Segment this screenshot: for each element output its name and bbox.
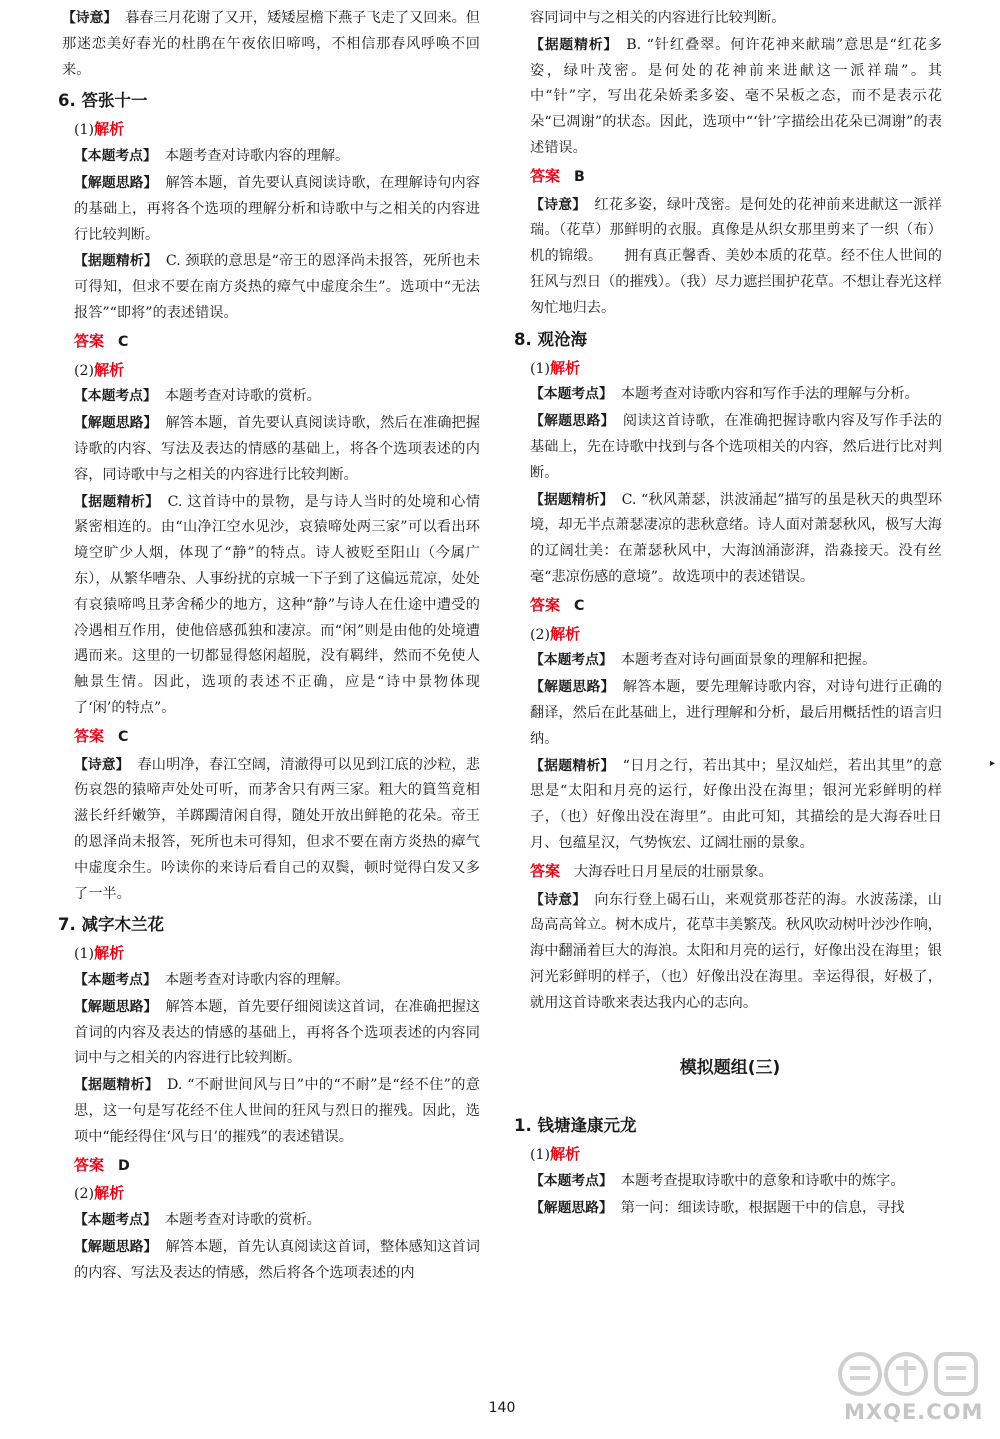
subquestion-label [518,622,942,649]
page-number: 140 [488,1400,516,1416]
approach-tag: 【解题思路】 [74,1239,158,1256]
topic-paragraph [62,144,480,170]
watermark-text: MXQE.COM [844,1400,984,1424]
analysis-paragraph [518,33,942,162]
approach-tag: 【解题思路】 [74,998,158,1015]
answer-value: C [118,728,129,745]
approach-tag: 【解题思路】 [530,413,615,430]
analysis-tag: 【据题精析】 [74,253,158,270]
subquestion-label [518,1142,942,1169]
watermark-logo-icon [836,1346,986,1402]
paragraph-text: B. “针红叠翠。何许花神来献瑞”意思是“红花多姿，绿叶茂密。是何处的花神前来进献这一派祥瑞”。其中“针”字，写出花朵娇柔多姿、毫不呆板之态，而不是表示花朵“已凋谢”的状态。因此，选项中“‘针’字描绘出花朵已凋谢”的表述错误。 [530,36,942,156]
paragraph-text: 本题考查对诗歌内容的理解。 [164,972,350,989]
approach-paragraph [62,171,480,248]
watermark [836,1346,986,1432]
subquestion-number: (1) [74,946,95,963]
poem-meaning-paragraph [62,6,480,83]
approach-tag: 【解题思路】 [530,1199,613,1216]
paragraph-text: 第一问：细读诗歌，根据题干中的信息，寻找 [620,1199,905,1216]
left-column [58,6,481,1288]
paragraph-text: 解答本题，首先要认真阅读诗歌，在理解诗句内容的基础上，再将各个选项的理解分析和诗歌中与之相关的内容进行比较判断。 [74,174,480,243]
paragraph-text: C. “秋风萧瑟，洪波涌起”描写的虽是秋天的典型环境，却无半点萧瑟凄凉的悲秋意绪。诗人面对萧瑟秋风，极写大海的辽阔壮美：在萧瑟秋风中，大海汹涌澎湃，浩淼接天。没有丝毫“悲凉伤感的意境”。故选项中的表述错误。 [530,491,943,585]
explanation-label: 解析 [550,624,581,643]
explanation-label: 解析 [94,120,125,139]
subquestion-label [62,358,480,385]
topic-tag: 【本题考点】 [530,1173,613,1190]
poem-meaning-paragraph [62,753,480,908]
answer-line [518,859,942,886]
paragraph-text: 春山明净，春江空阔，清澈得可以见到江底的沙粒，悲伤哀怨的猿啼声处处可听，而茅舍只有两三家。粗大的篔筜竟相滋长纤纤嫩笋，羊踯躅清闲自得，随处开放出鲜艳的花朵。帝王的恩泽尚未报答，死所也未可得知，但求不要在南方炎热的瘴气中虚度余生。吟读你的来诗后看自己的双鬓，顿时觉得白发又多了一半。 [74,756,480,902]
analysis-tag: 【据题精析】 [530,757,615,774]
paragraph-text: 本题考查对诗歌内容的理解。 [164,148,350,165]
subquestion-label [62,117,480,144]
explanation-label: 解析 [550,1145,581,1164]
paragraph-text: 本题考查对诗歌的赏析。 [164,388,321,405]
answer-line [62,1153,480,1180]
answer-value: B [574,168,585,185]
approach-paragraph [62,411,480,488]
answer-line [518,593,942,620]
poem-meaning-tag: 【诗意】 [74,756,130,773]
topic-tag: 【本题考点】 [74,1212,157,1229]
subquestion-number: (2) [74,1186,95,1203]
explanation-label: 解析 [550,358,581,377]
answer-label: 答案 [530,595,561,614]
topic-tag: 【本题考点】 [74,972,157,989]
approach-paragraph [62,995,480,1072]
answer-label: 答案 [74,1155,105,1174]
topic-tag: 【本题考点】 [74,148,157,165]
subquestion-label [62,941,480,968]
section-title: 模拟题组(三) [679,1058,781,1079]
answer-value: 大海吞吐日月星辰的壮丽景象。 [574,863,773,880]
answer-value: C [118,333,129,350]
approach-paragraph [518,1196,942,1222]
analysis-paragraph [518,488,942,591]
topic-tag: 【本题考点】 [530,386,613,403]
analysis-paragraph [62,249,480,326]
paragraph-text: 解答本题，首先要认真阅读诗歌，然后在准确把握诗歌的内容、写法及表达的情感的基础上，将各个选项表述的内容，同诗歌中与之相关的内容进行比较判断。 [74,415,480,483]
poem-meaning-tag: 【诗意】 [530,196,587,213]
paragraph-text: D. “不耐世间风与日”中的“不耐”是“经不住”的意思，这一句是写花经不住人世间的狂风与烈日的摧残。因此，选项中“能经得住‘风与日’的摧残”的表述错误。 [74,1077,480,1145]
answer-label: 答案 [74,726,105,745]
analysis-paragraph [62,490,480,722]
paragraph-text: “日月之行，若出其中；星汉灿烂，若出其里”的意思是“太阳和月亮的运行，好像出没在海里；银河光彩鲜明的样子，（也）好像出没在海里”。由此可知，其描绘的是大海吞吐日月、包蕴星汉，气势恢宏、辽阔壮丽的景象。 [530,757,943,851]
analysis-tag: 【据题精析】 [74,493,160,510]
paragraph-text: 阅读这首诗歌，在准确把握诗歌内容及写作手法的基础上，先在诗歌中找到与各个选项相关的内容，然后进行比对判断。 [530,413,943,481]
poem-meaning-paragraph [518,193,942,322]
subquestion-label [518,356,942,383]
poem-meaning-tag: 【诗意】 [62,10,118,26]
answer-line [518,164,942,191]
question-title: 1. 钱塘逢康元龙 [514,1116,637,1136]
analysis-tag: 【据题精析】 [530,36,619,53]
topic-paragraph [518,648,942,674]
continued-paragraph: 容同词中与之相关的内容进行比较判断。 [530,10,786,26]
topic-paragraph [62,1208,480,1234]
paragraph-text: 解答本题，首先认真阅读这首词，整体感知这首词的内容、写法及表达的情感，然后将各个选项表述的内 [74,1239,480,1281]
poem-meaning-tag: 【诗意】 [530,891,587,908]
answer-label: 答案 [530,861,561,880]
explanation-label: 解析 [94,1184,125,1203]
poem-meaning-paragraph [518,888,942,1017]
paragraph-text: 本题考查对诗句画面景象的理解和把握。 [620,652,877,669]
paragraph-text: 暮春三月花谢了又开，矮矮屋檐下燕子飞走了又回来。但那迷恋美好春光的杜鹃在午夜依旧啼鸣，不相信那春风呼唤不回来。 [62,10,480,78]
answer-value: C [574,597,585,614]
answer-line [62,724,480,751]
answer-label: 答案 [530,166,561,185]
analysis-tag: 【据题精析】 [530,491,614,508]
subquestion-number: (1) [530,360,551,377]
subquestion-number: (2) [530,626,551,643]
paragraph-text: 本题考查提取诗歌中的意象和诗歌中的炼字。 [620,1173,905,1190]
topic-paragraph [518,1169,942,1195]
approach-tag: 【解题思路】 [74,174,158,191]
answer-value: D [118,1157,130,1174]
question-title: 6. 答张十一 [58,91,148,111]
answer-line [62,329,480,356]
approach-tag: 【解题思路】 [74,415,158,432]
paragraph-text: 本题考查对诗歌的赏析。 [164,1212,321,1229]
paragraph-text: C. 这首诗中的景物，是与诗人当时的处境和心情紧密相连的。由“山净江空水见沙，哀猿啼处两三家”可以看出环境空旷少人烟，体现了“静”的特点。诗人被贬至阳山（今属广东），从繁华嘈杂、人事纷扰的京城一下子到了这偏远荒凉，处处有哀猿啼鸣且茅舍稀少的地方，这种“静”与诗人在仕途中遭受的冷遇相互作用，使他倍感孤独和凄凉。而“闲”则是由他的处境遭遇而来。这里的一切都显得悠闲超脱，没有羁绊，然而不免使人触景生情。因此，选项的表述不正确，应是“诗中景物体现了‘闲’的特点”。 [74,493,481,716]
subquestion-number: (1) [74,122,95,139]
approach-paragraph [518,675,942,752]
topic-paragraph [62,968,480,994]
paragraph-text: 解答本题，首先要仔细阅读这首词，在准确把握这首词的内容及表达的情感的基础上，再将各个选项表述的内容同词中与之相关的内容进行比较判断。 [74,998,480,1067]
explanation-label: 解析 [94,944,125,963]
topic-tag: 【本题考点】 [74,388,157,405]
paragraph-text: 本题考查对诗歌内容和写作手法的理解与分析。 [620,386,919,403]
approach-paragraph [518,409,942,486]
topic-paragraph [518,382,942,408]
paragraph-text: C. 颈联的意思是“帝王的恩泽尚未报答，死所也未可得知，但求不要在南方炎热的瘴气中虚度余生”。选项中“无法报答”“即将”的表述错误。 [74,253,481,321]
paragraph-text: 向东行登上碣石山，来观赏那苍茫的海。水波荡漾，山岛高高耸立。树木成片，花草丰美繁茂。秋风吹动树叶沙沙作响，海中翻涌着巨大的海浪。太阳和月亮的运行，好像出没在海里；银河光彩鲜明的样子，（也）好像出没在海里。幸运得很，好极了，就用这首诗歌来表达我内心的志向。 [530,891,942,1011]
analysis-tag: 【据题精析】 [74,1077,159,1094]
subquestion-label [62,1181,480,1208]
subquestion-number: (2) [74,362,95,379]
analysis-paragraph [518,754,942,857]
right-column [514,6,943,1223]
question-title: 8. 观沧海 [514,329,587,349]
subquestion-number: (1) [530,1147,551,1164]
paragraph-text: 解答本题，要先理解诗歌内容，对诗句进行正确的翻译，然后在此基础上，进行理解和分析，最后用概括性的语言归纳。 [530,679,943,747]
explanation-label: 解析 [94,360,125,379]
paragraph-text: 红花多姿，绿叶茂密。是何处的花神前来进献这一派祥瑞。（花草）那鲜明的衣服。真像是从织女那里剪来了一织（布）机的锦缎。 拥有真正馨香、美妙本质的花草。经不住人世间的狂风与烈日（的摧残）。（我）尽力遮拦围护花草。不想让春光这样匆忙地归去。 [530,196,942,316]
approach-tag: 【解题思路】 [530,679,615,696]
approach-paragraph [62,1235,480,1287]
answer-label: 答案 [74,331,105,350]
topic-tag: 【本题考点】 [530,652,613,669]
question-title: 7. 减字木兰花 [58,915,164,935]
margin-arrow-icon: ▸ [990,758,996,769]
topic-paragraph [62,384,480,410]
analysis-paragraph [62,1073,480,1150]
